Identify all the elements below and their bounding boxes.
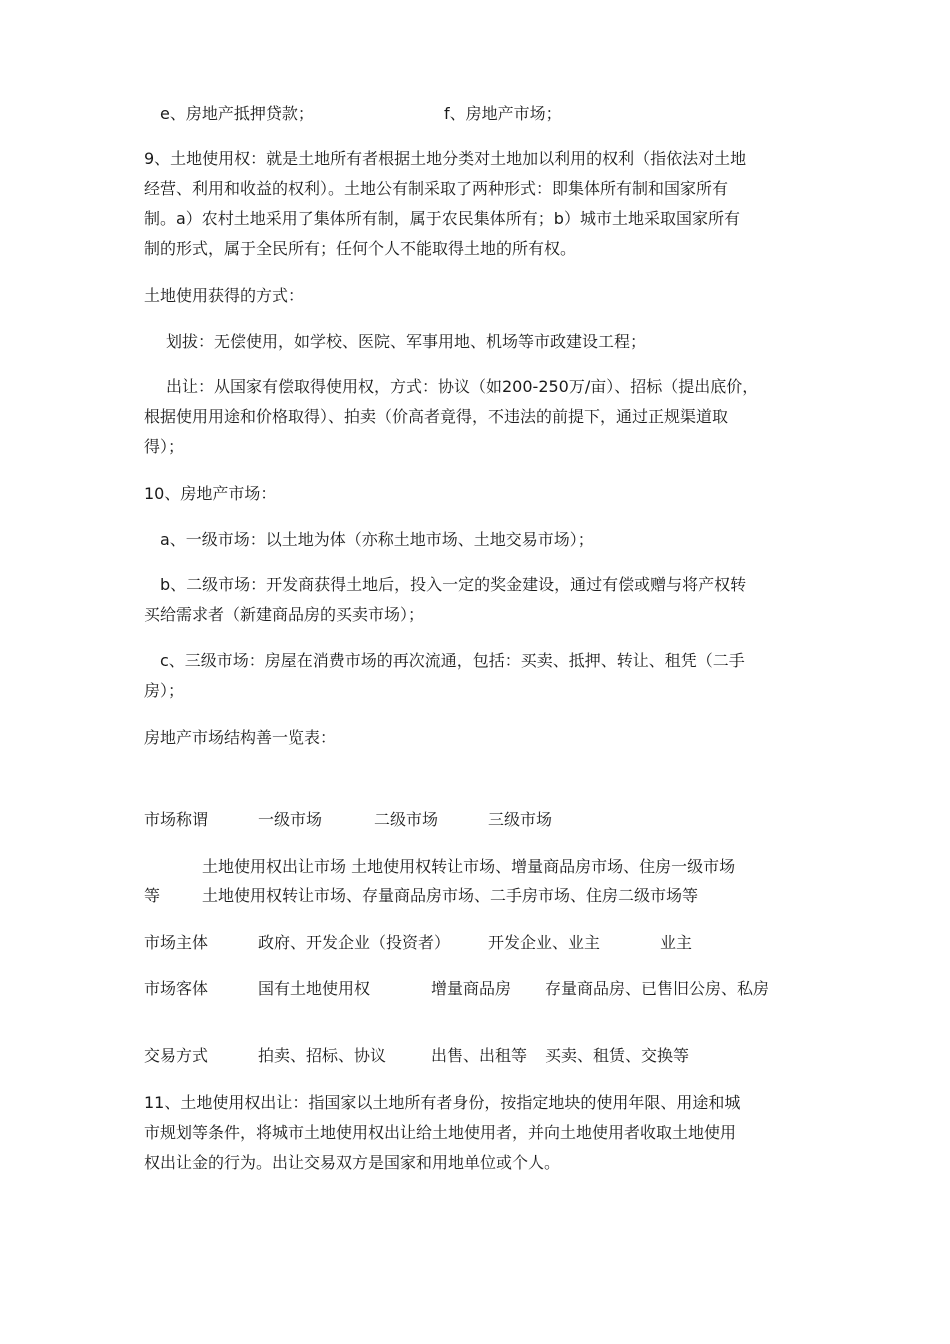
text-line: b、二级市场：开发商获得土地后，投入一定的奖金建设，通过有偿或赠与将产权转 <box>160 575 747 594</box>
table-cell: 市场客体 <box>144 979 209 998</box>
transfer-paragraph <box>144 372 824 462</box>
paragraph-9 <box>144 144 824 264</box>
paragraph-10-title: 10、房地产市场： <box>144 484 277 503</box>
table-cell: 国有土地使用权 <box>258 979 371 998</box>
text-line: 房）； <box>144 681 185 700</box>
text-line: 买给需求者（新建商品房的买卖市场）； <box>144 605 425 624</box>
allocation-line: 划拔：无偿使用，如学校、医院、军事用地、机场等市政建设工程； <box>166 332 647 351</box>
table-cell: 拍卖、招标、协议 <box>258 1046 387 1065</box>
table-cell: 开发企业、业主 <box>488 933 601 952</box>
text-line: 经营、利用和收益的权利）。土地公有制采取了两种形式：即集体所有制和国家所有 <box>144 179 729 198</box>
item-f: f、房地产市场； <box>444 104 562 123</box>
table-cell: 存量商品房、已售旧公房、私房 <box>545 979 770 998</box>
market-c <box>144 646 824 706</box>
table-header-cell: 一级市场 <box>258 810 323 829</box>
text-line: 根据使用用途和价格取得）、拍卖（价高者竟得，不违法的前提下，通过正规渠道取 <box>144 407 729 426</box>
text-line: 9、土地使用权：就是土地所有者根据土地分类对土地加以利用的权利（指依法对土地 <box>144 149 747 168</box>
table-title: 房地产市场结构善一览表： <box>144 728 337 747</box>
table-cell: 买卖、租赁、交换等 <box>545 1046 690 1065</box>
table-cell: 业主 <box>660 933 693 952</box>
table-names-line: 土地使用权出让市场 土地使用权转让市场、增量商品房市场、住房一级市场 <box>202 857 736 876</box>
market-a: a、一级市场：以土地为体（亦称土地市场、土地交易市场）； <box>160 530 594 549</box>
text-line: 得）； <box>144 437 185 456</box>
table-cell: 出售、出租等 <box>431 1046 528 1065</box>
text-line: 市规划等条件，将城市土地使用权出让给土地使用者，并向土地使用者收取土地使用 <box>144 1123 737 1142</box>
item-e: e、房地产抵押贷款； <box>160 104 314 123</box>
text-line: 11、土地使用权出让：指国家以土地所有者身份，按指定地块的使用年限、用途和城 <box>144 1093 741 1112</box>
text-line: 制的形式，属于全民所有；任何个人不能取得土地的所有权。 <box>144 239 577 258</box>
paragraph-11 <box>144 1088 824 1178</box>
table-cell: 政府、开发企业（投资者） <box>258 933 451 952</box>
table-header-cell: 三级市场 <box>488 810 553 829</box>
table-cell: 市场主体 <box>144 933 209 952</box>
market-b <box>144 570 824 630</box>
table-names-line: 土地使用权转让市场、存量商品房市场、二手房市场、住房二级市场等 <box>202 886 699 905</box>
table-header-cell: 二级市场 <box>374 810 439 829</box>
table-cell: 增量商品房 <box>431 979 512 998</box>
text-line: 制。a）农村土地采用了集体所有制，属于农民集体所有；b）城市土地采取国家所有 <box>144 209 740 228</box>
text-line: 权出让金的行为。出让交易双方是国家和用地单位或个人。 <box>144 1153 561 1172</box>
land-ways-title: 土地使用获得的方式： <box>144 286 305 305</box>
text-line: 出让：从国家有偿取得使用权，方式：协议（如200-250万/亩）、招标（提出底价， <box>166 377 759 396</box>
text-line: c、三级市场：房屋在消费市场的再次流通，包括：买卖、抵押、转让、租凭（二手 <box>160 651 745 670</box>
table-names-label: 等 <box>144 886 161 905</box>
table-cell: 交易方式 <box>144 1046 209 1065</box>
table-header-cell: 市场称谓 <box>144 810 209 829</box>
